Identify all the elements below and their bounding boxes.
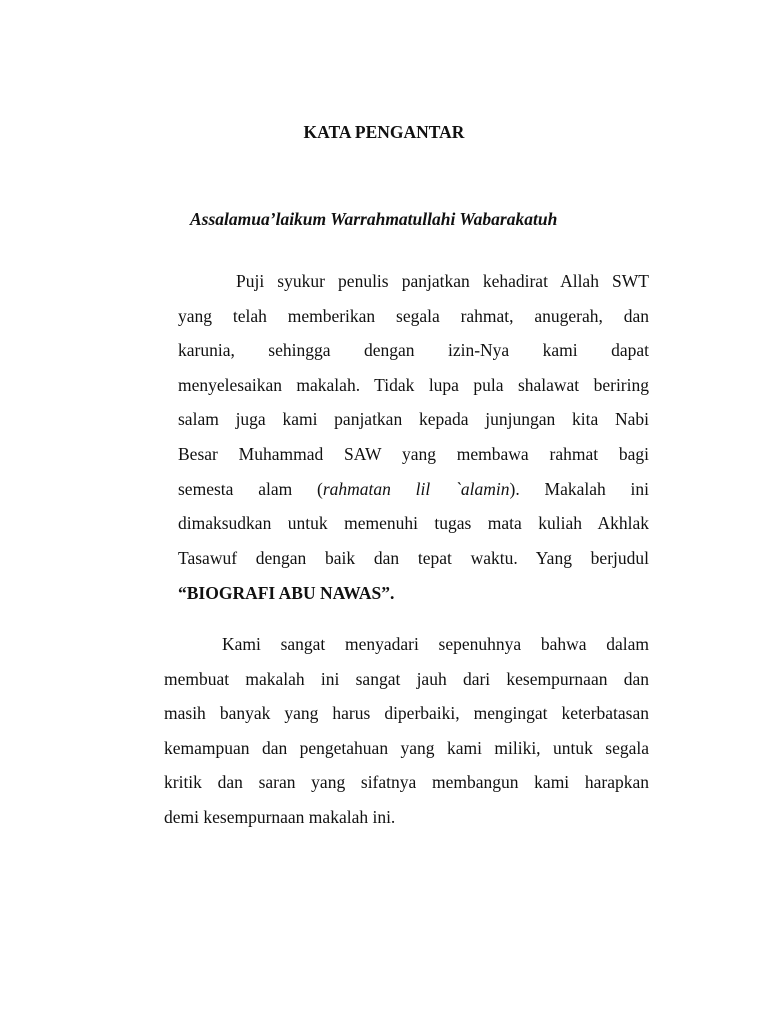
paragraph-line: Kami sangat menyadari sepenuhnya bahwa dalam: [222, 634, 649, 654]
paragraph-line: demi kesempurnaan makalah ini.: [164, 806, 396, 827]
paragraph-line: dimaksudkan untuk memenuhi tugas mata kuliah Akhlak: [178, 513, 649, 534]
paragraph-2: [164, 627, 649, 835]
paragraph-line: yang telah memberikan segala rahmat, anugerah, dan: [178, 305, 649, 326]
italic-phrase: rahmatan lil `alamin: [322, 478, 510, 499]
paragraph-line: karunia, sehingga dengan izin-Nya kami dapat: [178, 340, 649, 361]
paragraph-line: semesta alam (rahmatan lil `alamin). Makalah ini: [178, 478, 650, 499]
paragraph-line: Besar Muhammad SAW yang membawa rahmat bagi: [178, 443, 649, 464]
paragraph-line: masih banyak yang harus diperbaiki, mengingat keterbatasan: [164, 703, 649, 724]
greeting: Assalamua’laikum Warrahmatullahi Wabarakatuh: [190, 209, 558, 229]
paragraph-line: salam juga kami panjatkan kepada junjungan kita Nabi: [178, 409, 649, 430]
paragraph-1: [178, 264, 649, 611]
paragraph-line: membuat makalah ini sangat jauh dari kesempurnaan dan: [164, 668, 649, 689]
book-title: “BIOGRAFI ABU NAWAS”.: [178, 583, 395, 604]
paragraph-line: Tasawuf dengan baik dan tepat waktu. Yang berjudul: [178, 547, 649, 568]
paragraph-line: Puji syukur penulis panjatkan kehadirat Allah SWT: [236, 271, 649, 291]
page-title: KATA PENGANTAR: [303, 122, 465, 142]
paragraph-line: kemampuan dan pengetahuan yang kami miliki, untuk segala: [164, 737, 649, 758]
paragraph-line: kritik dan saran yang sifatnya membangun kami harapkan: [164, 772, 649, 793]
paragraph-line: menyelesaikan makalah. Tidak lupa pula shalawat beriring: [178, 374, 649, 395]
